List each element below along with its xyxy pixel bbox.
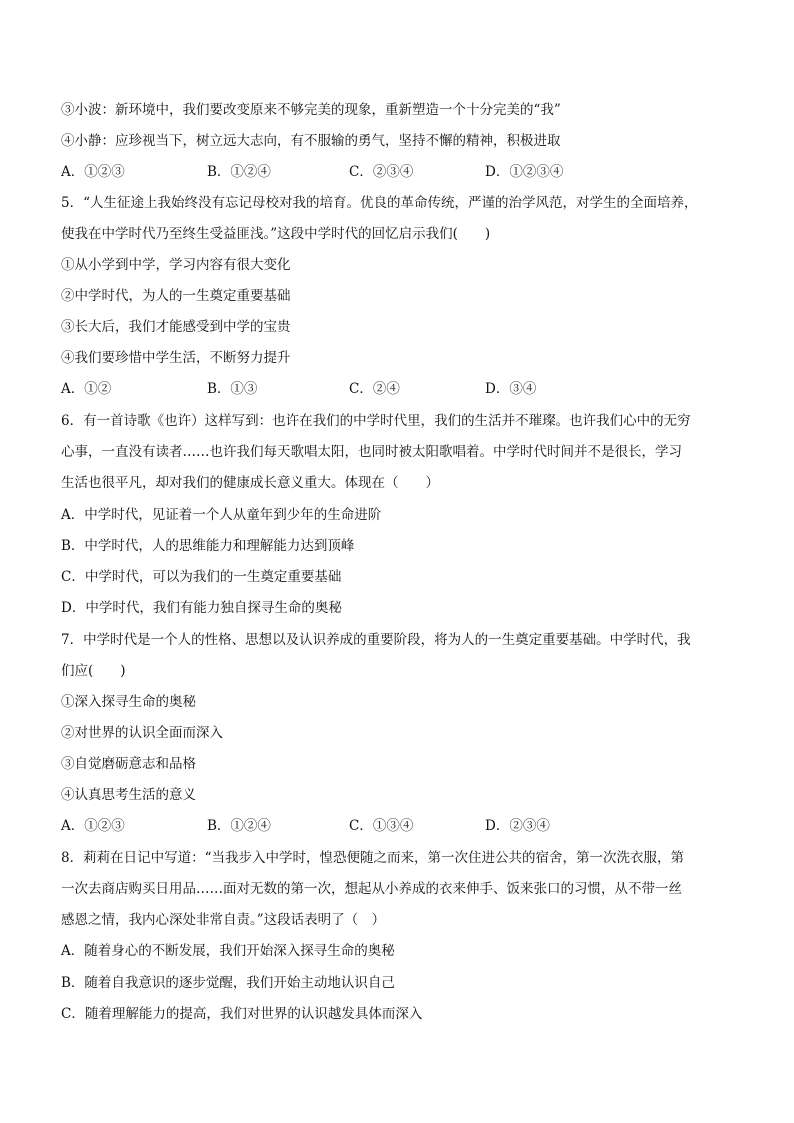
- q5-option-c: C．②④: [349, 381, 400, 397]
- q6-choice-c: C．中学时代，可以为我们的一生奠定重要基础: [61, 569, 342, 585]
- q5-item-3: ③长大后，我们才能感受到中学的宝贵: [61, 319, 291, 335]
- q8-stem-line-1: 8．莉莉在日记中写道：“当我步入中学时，惶恐便随之而来，第一次住进公共的宿舍，第一次洗衣服，第: [61, 850, 684, 866]
- q5-option-a: A．①②: [61, 381, 112, 397]
- q7-item-1: ①深入探寻生命的奥秘: [61, 694, 196, 710]
- q6-stem-line-2: 心事，一直没有读者……也许我们每天歌唱太阳，也同时被太阳歌唱着。中学时代时间并不是很长，学习: [61, 444, 682, 460]
- q5-item-1: ①从小学到中学，学习内容有很大变化: [61, 257, 291, 273]
- q6-choice-d: D．中学时代，我们有能力独自探寻生命的奥秘: [61, 600, 342, 616]
- q5-options: [61, 380, 733, 398]
- q8-choice-b: B．随着自我意识的逐步觉醒，我们开始主动地认识自己: [61, 975, 395, 991]
- q6-stem-line-3: 生活也很平凡，却对我们的健康成长意义重大。体现在（ ）: [61, 475, 439, 491]
- q4-option-d: D．①②③④: [485, 164, 564, 180]
- q8-choice-a: A．随着身心的不断发展，我们开始深入探寻生命的奥秘: [61, 943, 395, 959]
- q5-stem-line-1: 5．“人生征途上我始终没有忘记母校对我的培育。优良的革命传统，严谨的治学风范，对学生的全面培养，: [61, 195, 698, 211]
- q8-stem-line-3: 感恩之情，我内心深处非常自责。”这段话表明了（ ）: [61, 912, 386, 928]
- q7-item-2: ②对世界的认识全面而深入: [61, 725, 223, 741]
- q6-stem-line-1: 6．有一首诗歌《也许）这样写到：也许在我们的中学时代里，我们的生活并不璀璨。也许我们心中的无穷: [61, 413, 691, 429]
- q7-item-4: ④认真思考生活的意义: [61, 787, 196, 803]
- q7-options: [61, 817, 733, 835]
- q5-stem-line-2: 使我在中学时代乃至终生受益匪浅。”这段中学时代的回忆启示我们( ): [61, 226, 491, 242]
- q7-stem-line-1: 7．中学时代是一个人的性格、思想以及认识养成的重要阶段，将为人的一生奠定重要基础。中学时代，我: [61, 632, 691, 648]
- q5-option-b: B．①③: [207, 381, 258, 397]
- q6-choice-b: B．中学时代，人的思维能力和理解能力达到顶峰: [61, 538, 355, 554]
- q7-item-3: ③自觉磨砺意志和品格: [61, 756, 196, 772]
- q5-item-2: ②中学时代，为人的一生奠定重要基础: [61, 288, 291, 304]
- q5-option-d: D．③④: [485, 381, 537, 397]
- q4-item-3: ③小波：新环境中，我们要改变原来不够完美的现象，重新塑造一个十分完美的“我”: [61, 102, 561, 118]
- q8-stem-line-2: 一次去商店购买日用品……面对无数的第一次，想起从小养成的衣来伸手、饭来张口的习惯，从不带一丝: [61, 881, 682, 897]
- q7-option-b: B．①②④: [207, 818, 271, 834]
- q4-option-c: C．②③④: [349, 164, 414, 180]
- q6-choice-a: A．中学时代，见证着一个人从童年到少年的生命进阶: [61, 507, 382, 523]
- q7-option-a: A．①②③: [61, 818, 125, 834]
- q8-choice-c: C．随着理解能力的提高，我们对世界的认识越发具体而深入: [61, 1006, 423, 1022]
- q4-option-a: A．①②③: [61, 164, 125, 180]
- q7-option-c: C．①③④: [349, 818, 414, 834]
- q7-option-d: D．②③④: [485, 818, 550, 834]
- q4-option-b: B．①②④: [207, 164, 271, 180]
- q4-item-4: ④小静：应珍视当下，树立远大志向，有不服输的勇气，坚持不懈的精神，积极进取: [61, 133, 561, 149]
- q4-options: [61, 163, 733, 181]
- q7-stem-line-2: 们应( ): [61, 663, 126, 679]
- q5-item-4: ④我们要珍惜中学生活，不断努力提升: [61, 350, 291, 366]
